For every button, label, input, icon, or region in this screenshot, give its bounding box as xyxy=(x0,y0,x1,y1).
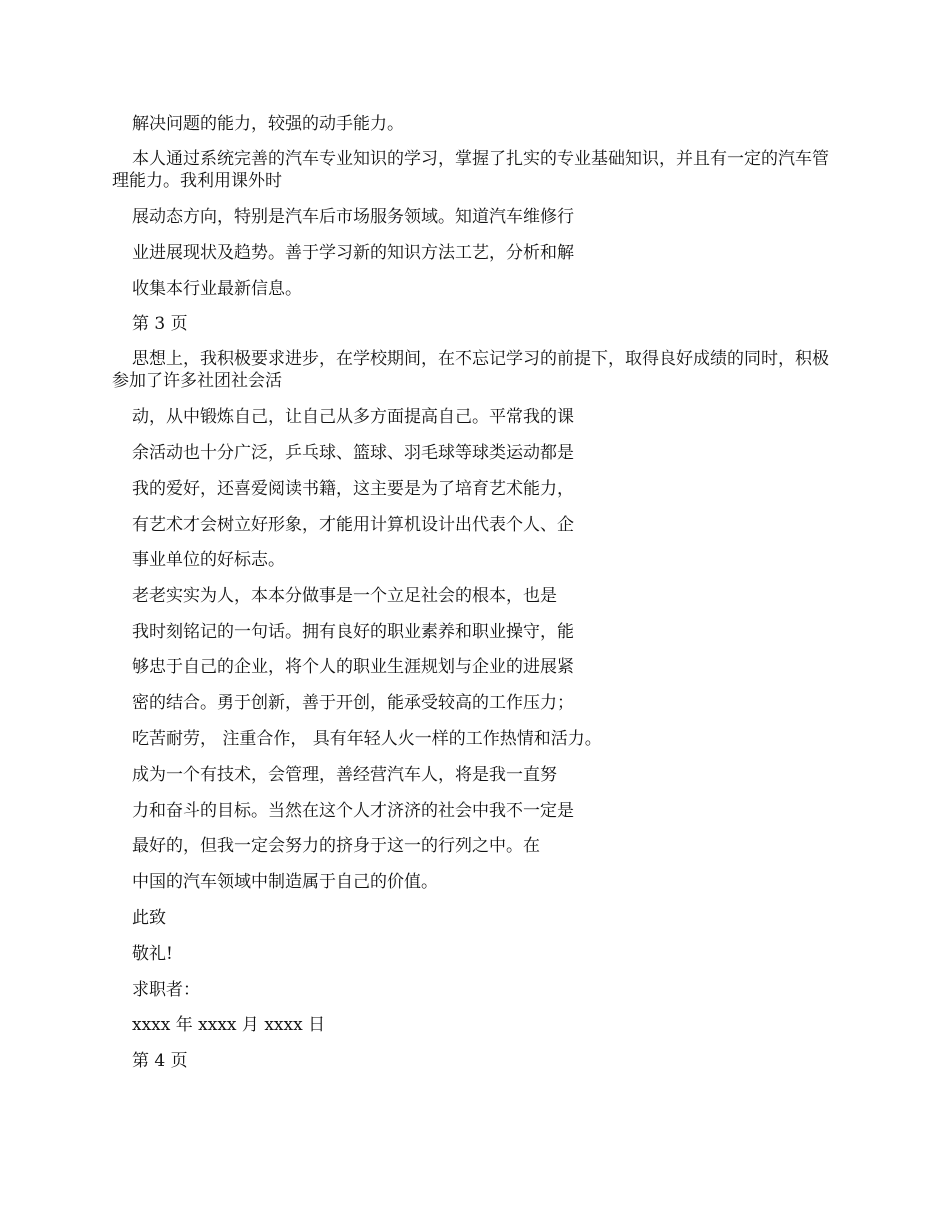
text-line: 够忠于自己的企业，将个人的职业生涯规划与企业的进展紧 xyxy=(132,657,574,677)
text-line: 吃苦耐劳， 注重合作， 具有年轻人火一样的工作热情和活力。 xyxy=(132,729,602,749)
text-line: 力和奋斗的目标。当然在这个人才济济的社会中我不一定是 xyxy=(132,801,574,821)
closing-salutation: 此致 xyxy=(132,908,166,928)
page-number: 第 4 页 xyxy=(132,1051,188,1071)
text-line: 余活动也十分广泛，乒乓球、篮球、羽毛球等球类运动都是 xyxy=(132,443,574,463)
text-paragraph: 思想上，我积极要求进步，在学校期间，在不忘记学习的前提下，取得良好成绩的同时，积极参加了许多社团社会活 xyxy=(112,349,829,391)
applicant-label: 求职者： xyxy=(132,980,200,1000)
text-line: 收集本行业最新信息。 xyxy=(132,279,302,299)
text-line: 密的结合。勇于创新，善于开创，能承受较高的工作压力； xyxy=(132,693,574,713)
text-line: 老老实实为人，本本分做事是一个立足社会的根本，也是 xyxy=(132,586,557,606)
text-line: 中国的汽车领域中制造属于自己的价值。 xyxy=(132,872,438,892)
text-line: 我的爱好，还喜爱阅读书籍，这主要是为了培育艺术能力， xyxy=(132,479,574,499)
text-line: 业进展现状及趋势。善于学习新的知识方法工艺，分析和解 xyxy=(132,243,574,263)
text-line: 动，从中锻炼自己，让自己从多方面提高自己。平常我的课 xyxy=(132,407,574,427)
text-line: 成为一个有技术，会管理，善经营汽车人，将是我一直努 xyxy=(132,765,557,785)
text-line: 解决问题的能力，较强的动手能力。 xyxy=(132,114,404,134)
date-line: xxxx 年 xxxx 月 xxxx 日 xyxy=(132,1015,326,1035)
text-line: 事业单位的好标志。 xyxy=(132,550,285,570)
page-number: 第 3 页 xyxy=(132,314,188,334)
text-paragraph: 本人通过系统完善的汽车专业知识的学习，掌握了扎实的专业基础知识，并且有一定的汽车管理能力。我利用课外时 xyxy=(112,149,829,191)
closing-regards: 敬礼! xyxy=(132,944,173,964)
text-line: 我时刻铭记的一句话。拥有良好的职业素养和职业操守，能 xyxy=(132,622,574,642)
text-line: 展动态方向，特别是汽车后市场服务领域。知道汽车维修行 xyxy=(132,207,574,227)
text-line: 有艺术才会树立好形象，才能用计算机设计出代表个人、企 xyxy=(132,515,574,535)
text-line: 最好的，但我一定会努力的挤身于这一的行列之中。在 xyxy=(132,836,540,856)
